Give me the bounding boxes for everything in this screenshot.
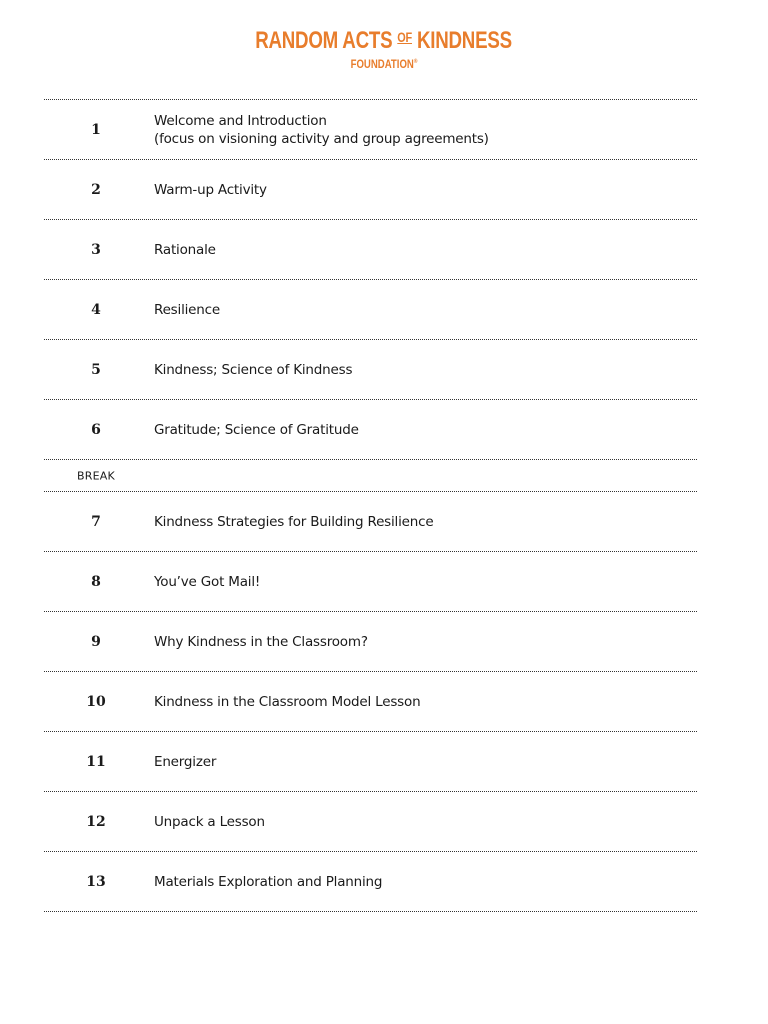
agenda-number: 9 [91, 633, 101, 650]
agenda-row [44, 552, 697, 612]
agenda-title: Resilience [154, 301, 220, 318]
agenda-row [44, 280, 697, 340]
agenda-title: Unpack a Lesson [154, 813, 265, 830]
agenda-title: You’ve Got Mail! [154, 573, 261, 590]
break-label: BREAK [77, 469, 115, 482]
agenda-row [44, 792, 697, 852]
logo-text-kindness: KINDNESS [417, 27, 513, 54]
agenda-title: Gratitude; Science of Gratitude [154, 421, 359, 438]
agenda-number: 12 [86, 813, 106, 830]
agenda-number: 4 [91, 301, 101, 318]
agenda-title: Energizer [154, 753, 217, 770]
agenda-title: Welcome and Introduction [154, 112, 327, 129]
agenda-number: 8 [91, 573, 101, 590]
agenda-number: 11 [86, 753, 106, 770]
agenda-title: Kindness; Science of Kindness [154, 361, 353, 378]
agenda-number: 6 [91, 421, 101, 438]
agenda-row [44, 340, 697, 400]
agenda-row [44, 160, 697, 220]
agenda-row [44, 220, 697, 280]
agenda-title: Materials Exploration and Planning [154, 873, 383, 890]
agenda-number: 7 [91, 513, 101, 530]
logo-wordmark [256, 24, 513, 54]
agenda-number: 2 [91, 181, 101, 198]
agenda-number: 3 [91, 241, 101, 258]
break-row [44, 460, 697, 492]
agenda-number: 10 [86, 693, 106, 710]
agenda-label [154, 112, 489, 148]
logo-text-foundation: FOUNDATION [350, 57, 414, 71]
agenda-number: 1 [91, 121, 101, 138]
agenda-row [44, 100, 697, 160]
logo-text-random-acts: RANDOM ACTS [255, 27, 393, 54]
agenda-number: 13 [86, 873, 106, 890]
agenda-title: Warm-up Activity [154, 181, 267, 198]
foundation-logo [0, 24, 768, 71]
agenda-row [44, 612, 697, 672]
agenda-row [44, 852, 697, 912]
agenda-title: Kindness Strategies for Building Resilience [154, 513, 434, 530]
agenda-subtitle: (focus on visioning activity and group agreements) [154, 130, 489, 147]
logo-subtitle [77, 55, 691, 71]
agenda-row [44, 492, 697, 552]
agenda-number: 5 [91, 361, 101, 378]
agenda-table [44, 99, 697, 912]
agenda-row [44, 732, 697, 792]
logo-text-of: OF [397, 29, 413, 45]
registered-mark: ® [413, 59, 418, 65]
agenda-title: Kindness in the Classroom Model Lesson [154, 693, 421, 710]
agenda-row [44, 672, 697, 732]
agenda-title: Rationale [154, 241, 216, 258]
agenda-title: Why Kindness in the Classroom? [154, 633, 368, 650]
agenda-row [44, 400, 697, 460]
